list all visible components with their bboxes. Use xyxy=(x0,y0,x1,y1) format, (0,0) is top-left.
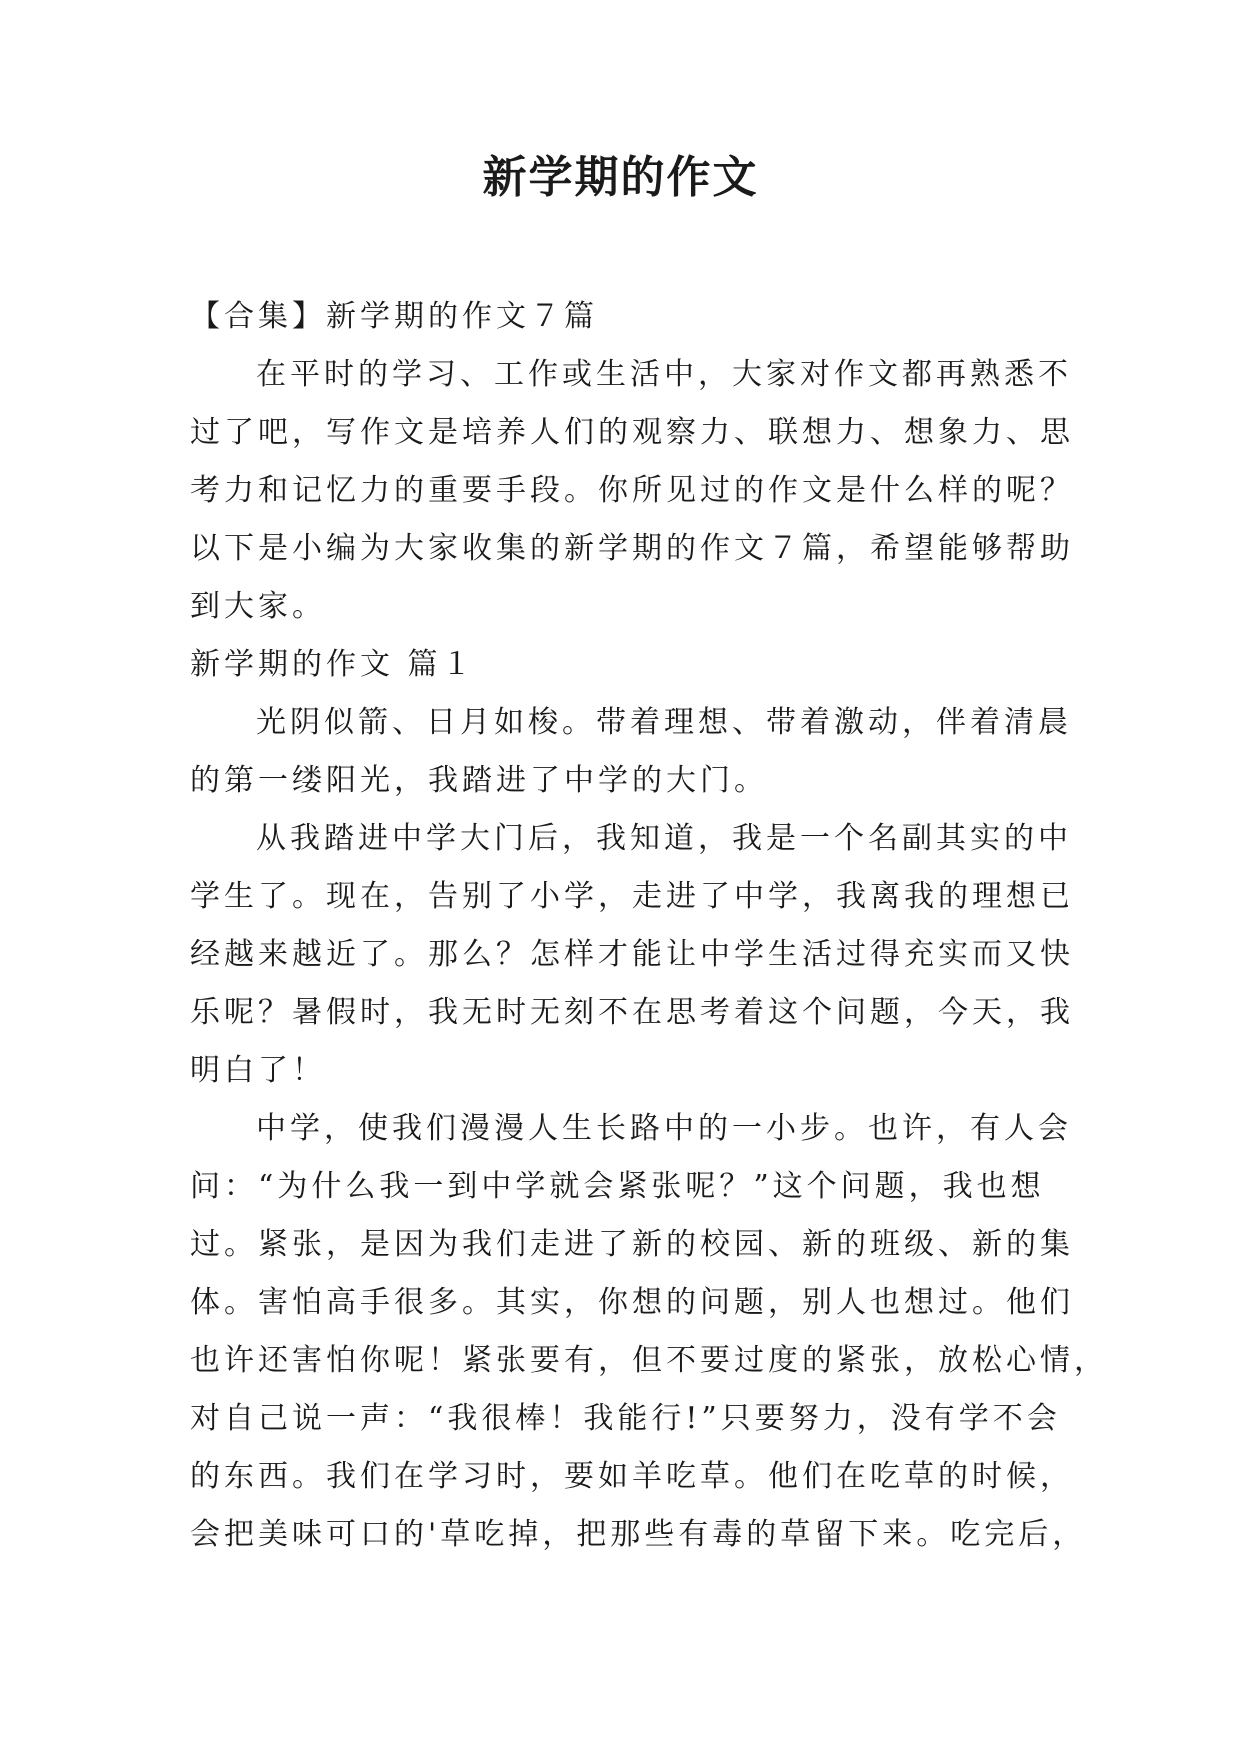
document-title: 新学期的作文 xyxy=(482,152,759,203)
text-line: 从我踏进中学大门后，我知道，我是一个名副其实的中 xyxy=(256,821,1072,856)
text-line: 明白了！ xyxy=(190,1053,326,1088)
document-body xyxy=(190,288,1108,1564)
text-line: 经越来越近了。那么？怎样才能让中学生活过得充实而又快 xyxy=(190,937,1074,972)
text-line: 体。害怕高手很多。其实，你想的问题，别人也想过。他们 xyxy=(190,1285,1074,1320)
text-line: 中学，使我们漫漫人生长路中的一小步。也许，有人会 xyxy=(256,1111,1072,1146)
text-line: 考力和记忆力的重要手段。你所见过的作文是什么样的呢？ xyxy=(190,473,1074,508)
text-line: 的第一缕阳光，我踏进了中学的大门。 xyxy=(190,763,768,798)
text-line: 的东西。我们在学习时，要如羊吃草。他们在吃草的时候， xyxy=(190,1459,1074,1494)
section-heading: 新学期的作文 篇１ xyxy=(190,647,476,682)
text-line: 学生了。现在，告别了小学，走进了中学，我离我的理想已 xyxy=(190,879,1074,914)
text-line: 以下是小编为大家收集的新学期的作文７篇，希望能够帮助 xyxy=(190,531,1074,566)
text-line: 会把美味可口的'草吃掉，把那些有毒的草留下来。吃完后， xyxy=(190,1517,1087,1552)
text-line: 光阴似箭、日月如梭。带着理想、带着激动，伴着清晨 xyxy=(256,705,1072,740)
text-line: 也许还害怕你呢！紧张要有，但不要过度的紧张，放松心情， xyxy=(190,1343,1108,1378)
paragraph-1 xyxy=(190,694,1072,810)
collection-subtitle: 【合集】新学期的作文７篇 xyxy=(190,299,598,334)
text-line: 在平时的学习、工作或生活中，大家对作文都再熟悉不 xyxy=(256,357,1072,392)
text-line: 对自己说一声：“我很棒！我能行!”只要努力，没有学不会 xyxy=(190,1401,1061,1436)
text-line: 问：“为什么我一到中学就会紧张呢？”这个问题，我也想 xyxy=(190,1169,1045,1204)
paragraph-3 xyxy=(190,1100,1108,1564)
paragraph-2 xyxy=(190,810,1074,1100)
text-line: 乐呢？暑假时，我无时无刻不在思考着这个问题，今天，我 xyxy=(190,995,1074,1030)
intro-paragraph xyxy=(190,346,1074,636)
text-line: 到大家。 xyxy=(190,589,326,624)
text-line: 过了吧，写作文是培养人们的观察力、联想力、想象力、思 xyxy=(190,415,1074,450)
text-line: 过。紧张，是因为我们走进了新的校园、新的班级、新的集 xyxy=(190,1227,1074,1262)
